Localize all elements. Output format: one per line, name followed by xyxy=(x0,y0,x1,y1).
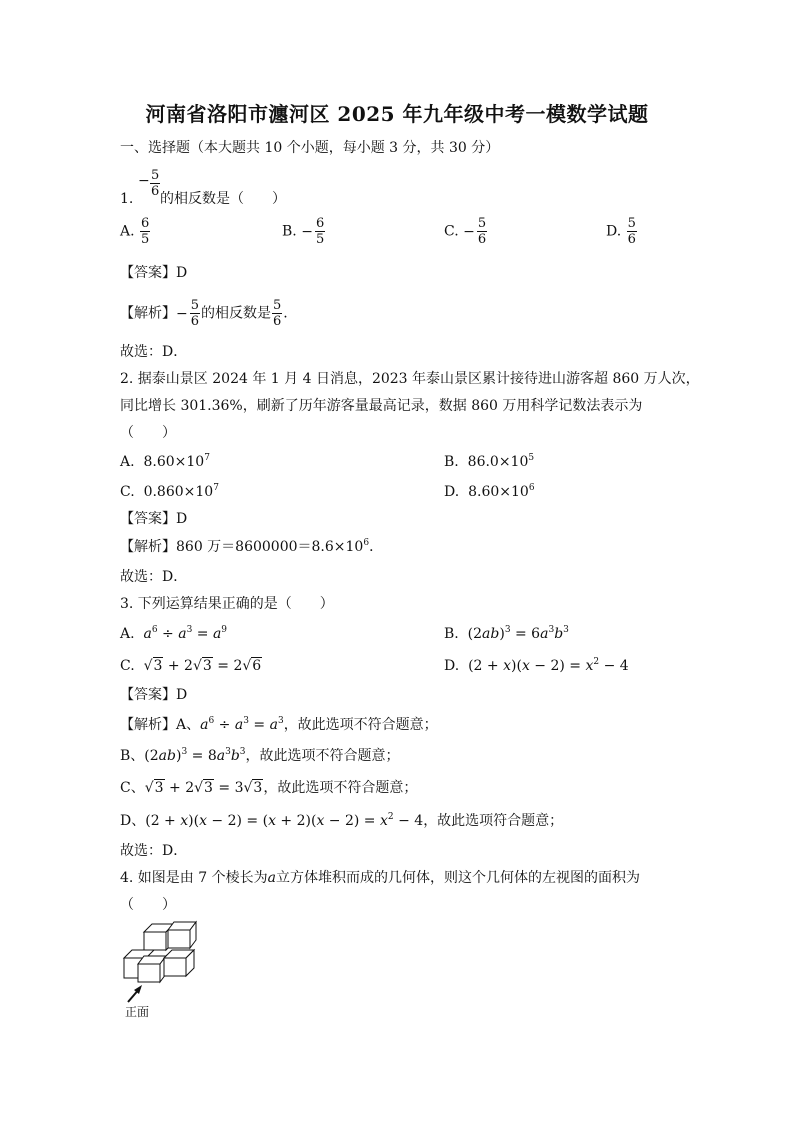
page-title: 河南省洛阳市瀍河区 2025 年九年级中考一模数学试题 xyxy=(145,102,649,126)
question-3-stem: 3. 下列运算结果正确的是（ ） xyxy=(120,596,334,612)
option-d: D. $8.60\times 10^6$ xyxy=(444,483,535,500)
option-d: D. $\frac{5}{6}$ xyxy=(606,216,636,247)
option-b: B. − $\frac{6}{5}$ xyxy=(282,216,325,247)
option-a: A. $8.60\times 10^7$ xyxy=(120,453,210,470)
analysis-3-b: B、$(2ab)^3 = 8a^3b^3$，故此选项不符合题意； xyxy=(120,747,400,764)
option-c: C. √3 + 2√3 = 2√6 xyxy=(120,658,262,674)
answer-3: 【答案】D xyxy=(120,687,188,703)
fraction: $\frac{5}{6}$ xyxy=(190,298,200,329)
option-d: D. $(2 + x)(x - 2) = x^2 - 4$ xyxy=(444,657,629,674)
cube-stack-drawing xyxy=(120,918,200,1006)
option-a: A. $a^6 \div a^3 = a^9$ xyxy=(120,625,228,642)
option-c: C. − $\frac{5}{6}$ xyxy=(444,216,487,247)
option-b: B. $(2ab)^3 = 6a^3b^3$ xyxy=(444,625,569,642)
question-text: 的相反数是（ ） xyxy=(160,191,286,207)
option-b: B. $86.0\times 10^5$ xyxy=(444,453,535,470)
fraction: $\frac{6}{5}$ xyxy=(315,216,325,247)
answer-1: 【答案】D xyxy=(120,265,188,281)
conclusion-1: 故选：D． xyxy=(120,344,188,360)
fraction: $\frac{5}{6}$ xyxy=(477,216,487,247)
conclusion-3: 故选：D． xyxy=(120,843,188,859)
question-number: 1. xyxy=(120,191,134,207)
analysis-1: 【解析】− $\frac{5}{6}$ 的相反数是 $\frac{5}{6}$ . xyxy=(120,298,288,329)
question-4-line-1: 4. 如图是由 7 个棱长为a立方体堆积而成的几何体，则这个几何体的左视图的面积为 xyxy=(120,870,640,886)
analysis-3-a: 【解析】A、$a^6 \div a^3 = a^3$，故此选项不符合题意； xyxy=(120,716,438,733)
analysis-3-c: C、√3 + 2√3 = 3√3，故此选项不符合题意； xyxy=(120,780,418,796)
question-4-line-2: （ ） xyxy=(120,897,176,913)
analysis-3-d: D、$(2 + x)(x - 2) = (x + 2)(x - 2) = x^2 - 4$，故此选项符合题意； xyxy=(120,812,564,829)
question-2-line-1: 2. 据泰山景区 2024 年 1 月 4 日消息，2023 年泰山景区累计接待进山游客超 860 万人次， xyxy=(120,371,700,387)
option-a: A. $\frac{6}{5}$ xyxy=(120,216,150,247)
fraction: $\frac{5}{6}$ xyxy=(627,216,636,247)
conclusion-2: 故选：D． xyxy=(120,569,188,585)
answer-2: 【答案】D xyxy=(120,511,188,527)
fraction: $\frac{5}{6}$ xyxy=(151,168,160,199)
front-view-label: 正面 xyxy=(125,1005,150,1019)
exam-page: 河南省洛阳市瀍河区 2025 年九年级中考一模数学试题 一、选择题（本大题共 10 个小题，每小题 3 分，共 30 分） 1. − $\frac{5}{6}$ 的相反数是（ ） A. $\frac{6}{5}$ B. − $\frac{6}{5}$ C. − $\frac{5}{6}$ D. $\frac{5}{6}$ 【答案】D 【解析】− $\frac{5}{6}$ 的相反数是 $\frac{5}{6}$ . 故选：D． 2. 据泰山景区 2024 年 1 月 4 日消息，2023 年泰山景区累计接待进山游客超 860 万人次， 同比增长 301.36%，刷新了历年游客量最高记录，数据 860 万用科学记数法表示为 （ ） A. $8.60\times 10^7$ B. $86.0\times 10^5$ C. $0.860\times 10^7$ D. $8.60\times 10^6$ 【答案】D 【解析】860 万$=8600000=8.6\times 10^6$． 故选：D． 3. 下列运算结果正确的是（ ） A. $a^6 \div a^3 = a^9$ B. $(2ab)^3 = 6a^3b^3$ C. √3 + 2√3 = 2√6 D. $(2 + x)(x - 2) = x^2 - 4$ 【答案】D 【解析】A、$a^6 \div a^3 = a^3$，故此选项不符合题意； B、$(2ab)^3 = 8a^3b^3$，故此选项不符合题意； C、√3 + 2√3 = 3√3，故此选项不符合题意； D、$(2 + x)(x - 2) = (x + 2)(x - 2) = x^2 - 4$，故此选项符合题意； 故选：D． 4. 如图是由 7 个棱长为a立方体堆积而成的几何体，则这个几何体的左视图的面积为 （ ） 正面 xyxy=(0,0,794,1123)
analysis-2: 【解析】860 万$=8600000=8.6\times 10^6$． xyxy=(120,538,384,555)
question-2-line-3: （ ） xyxy=(120,425,176,441)
option-c: C. $0.860\times 10^7$ xyxy=(120,483,219,500)
section-header: 一、选择题（本大题共 10 个小题，每小题 3 分，共 30 分） xyxy=(120,140,500,156)
fraction: $\frac{5}{6}$ xyxy=(273,298,282,329)
fraction: $\frac{6}{5}$ xyxy=(141,216,150,247)
question-2-line-2: 同比增长 301.36%，刷新了历年游客量最高记录，数据 860 万用科学记数法表示为 xyxy=(120,398,643,414)
